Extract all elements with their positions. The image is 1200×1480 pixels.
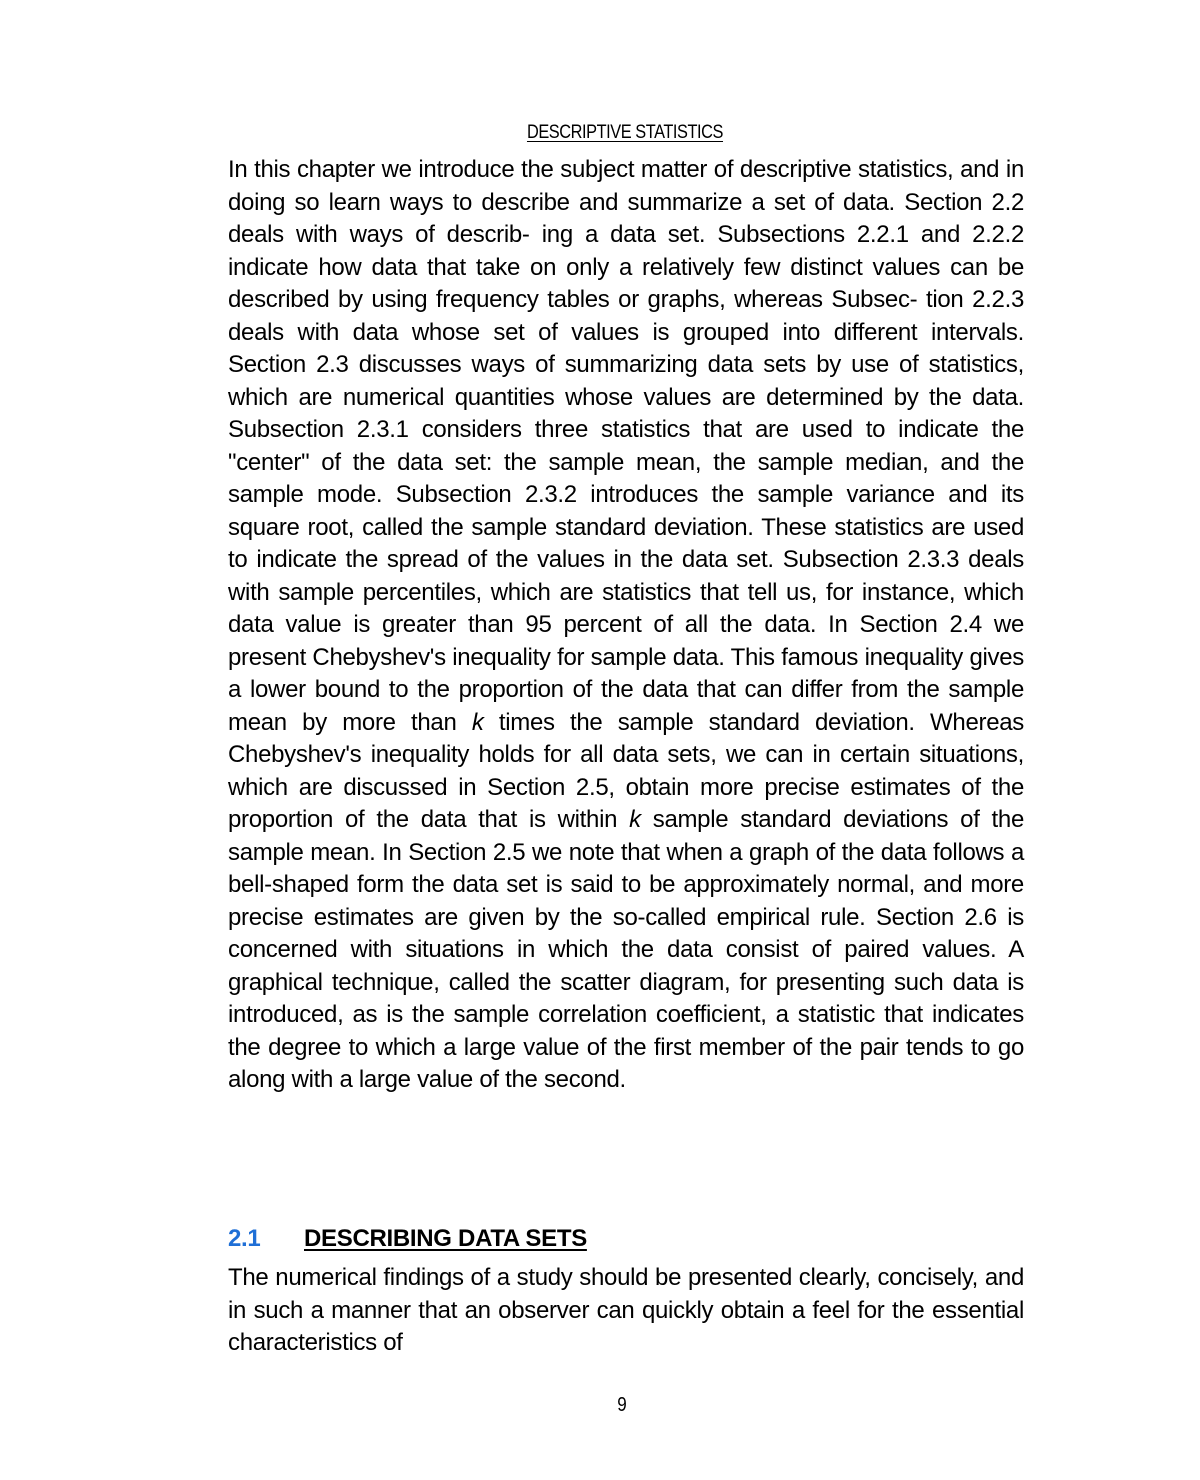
intro-text-part-3: sample standard deviations of the sample mean. In Section 2.5 we note that when a graph of the data follows a bell-shaped form the data set is said to be approximately normal, and more precise estimates are given by the so-called empirical rule. Section 2.6 is concerned with situations in which the data consist of paired values. A graphical technique, called the scatter diagram, for presenting such data is introduced, as is the sample correlation coefficient, a statistic that indicates the degree to which a large value of the first member of the pair tends to go along with a large value of the second. <box>228 806 1024 1093</box>
chapter-title: DESCRIPTIVE STATISTICS <box>526 122 724 143</box>
section-title: DESCRIBING DATA SETS <box>304 1225 587 1252</box>
section-number: 2.1 <box>228 1225 261 1252</box>
section-body-paragraph: The numerical findings of a study should be presented clearly, concisely, and in such a manner that an observer can quickly obtain a feel for the essential characteristics of <box>228 1264 1024 1356</box>
intro-text-part-2: times the sample standard deviation. Whereas Chebyshev's inequality holds for all data sets, we can in certain situations, which are discussed in Section 2.5, obtain more precise estimates of the proportion of the data that is within <box>228 708 1024 833</box>
intro-paragraph <box>228 154 1024 1097</box>
variable-k: k <box>471 708 484 736</box>
page-number: 9 <box>617 1394 627 1416</box>
intro-text-part-1: In this chapter we introduce the subject matter of descriptive statistics, and in doing so learn ways to describe and summarize a set of data. Section 2.2 deals with ways of describ- ing a data set. Subsections 2.2.1 and 2.2.2 indicate how data that take on only a relatively few distinct values can be described by using frequency tables or graphs, whereas Subsec- tion 2.2.3 deals with data whose set of values is grouped into different intervals. Section 2.3 discusses ways of summarizing data sets by use of statistics, which are numerical quantities whose values are determined by the data. Subsection 2.3.1 considers three statistics that are used to indicate the "center" of the data set: the sample mean, the sample median, and the sample mode. Subsection 2.3.2 introduces the sample variance and its square root, called the sample standard deviation. These statistics are used to indicate the spread of the values in the data set. Subsection 2.3.3 deals with sample percentiles, which are statistics that tell us, for instance, which data value is greater than 95 percent of all the data. In Section 2.4 we present Chebyshev's inequality for sample data. This famous inequality gives a lower bound to the proportion of the data that can differ from the sample mean by more than <box>228 156 1024 736</box>
variable-k: k <box>629 806 641 833</box>
section-heading <box>228 1225 1024 1253</box>
